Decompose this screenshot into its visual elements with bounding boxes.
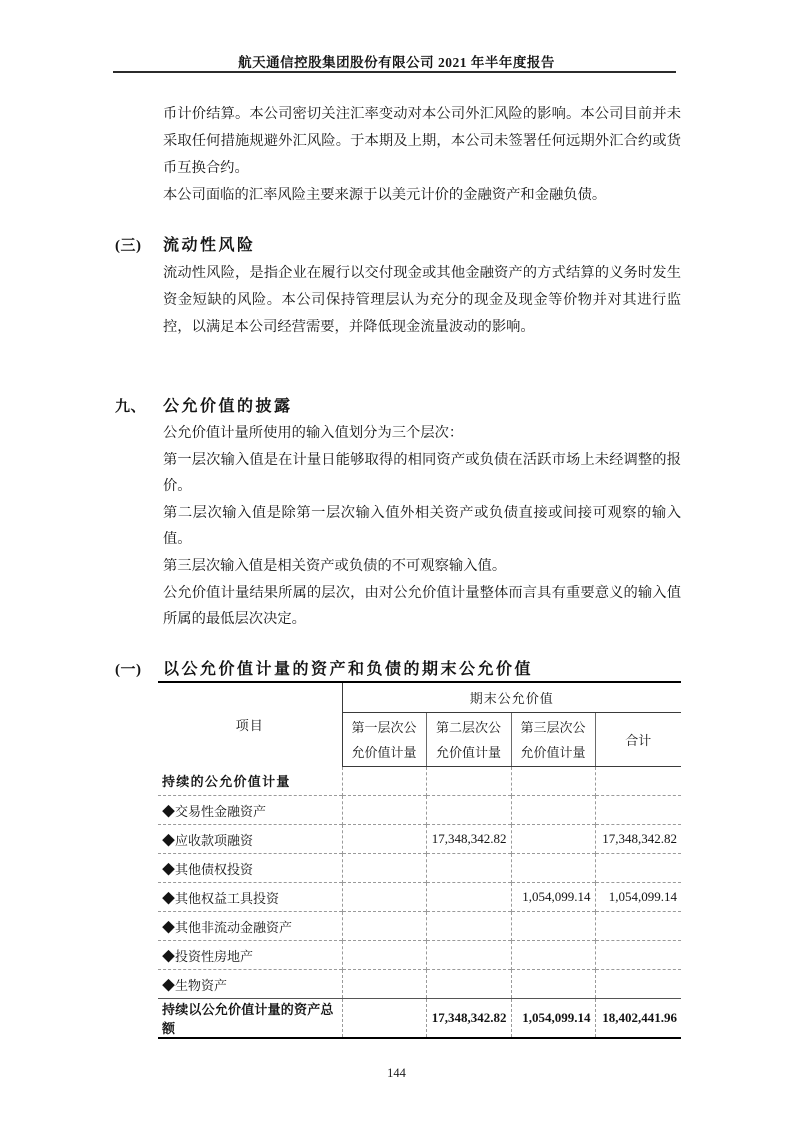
cell-item: 持续的公允价值计量 — [162, 774, 291, 790]
page-number: 144 — [387, 1066, 406, 1080]
column-header-line: 第二层次公 — [435, 719, 501, 735]
table-row — [158, 767, 681, 796]
paragraph-text: 第一层次输入值是在计量日能够取得的相同资产或负债在活跃市场上未经调整的报价。 — [163, 451, 681, 495]
cell-item: ◆交易性金融资产 — [158, 796, 342, 825]
cell-level1 — [342, 825, 426, 854]
cell-level2 — [426, 941, 511, 970]
paragraph-text: 第二层次输入值是除第一层次输入值外相关资产或负债直接或间接可观察的输入值。 — [163, 504, 681, 548]
section-title: 流动性风险 — [163, 237, 256, 254]
paragraph-text: 公允价值计量所使用的输入值划分为三个层次： — [163, 425, 464, 441]
cell-total — [595, 912, 681, 941]
paragraph-fair-value-levels — [163, 420, 681, 633]
cell-level1 — [342, 970, 426, 999]
cell-level2 — [426, 796, 511, 825]
cell-level3 — [511, 912, 595, 941]
column-header-total: 合计 — [595, 713, 681, 767]
cell-level1 — [342, 999, 426, 1039]
cell-item: ◆应收款项融资 — [158, 825, 342, 854]
table-header-row-group — [158, 682, 681, 713]
cell-level1 — [342, 883, 426, 912]
cell-total: 18,402,441.96 — [595, 999, 681, 1039]
paragraph-text: 公允价值计量结果所属的层次，由对公允价值计量整体而言具有重要意义的输入值所属的最低层次决定。 — [163, 584, 681, 628]
section-title: 公允价值的披露 — [163, 398, 293, 415]
section-label: 九、 — [115, 399, 147, 415]
cell-item: ◆其他非流动金融资产 — [158, 912, 342, 941]
paragraph-text: 币计价结算。本公司密切关注汇率变动对本公司外汇风险的影响。本公司目前并未采取任何措施规避外汇风险。于本期及上期，本公司未签署任何远期外汇合约或货币互换合约。 — [163, 106, 681, 176]
section-label: (三) — [115, 238, 142, 254]
cell-level3 — [511, 970, 595, 999]
cell-item: 持续以公允价值计量的资产总额 — [158, 999, 342, 1039]
cell-level3 — [511, 825, 595, 854]
paragraph-text: 流动性风险，是指企业在履行以交付现金或其他金融资产的方式结算的义务时发生资金短缺的风险。本公司保持管理层认为充分的现金及现金等价物并对其进行监控，以满足本公司经营需要，并降低现金流量波动的影响。 — [163, 265, 681, 335]
section-heading-fair-value-disclosure — [115, 393, 293, 416]
cell-level2 — [426, 970, 511, 999]
cell-level1 — [342, 912, 426, 941]
column-header-item: 项目 — [158, 682, 342, 767]
cell-level1 — [342, 854, 426, 883]
cell-level1 — [342, 767, 426, 796]
section-label: (一) — [115, 662, 142, 678]
table-row — [158, 883, 681, 912]
column-header-line: 第一层次公 — [351, 719, 417, 735]
column-header-line: 允价值计量 — [351, 744, 417, 760]
cell-total — [595, 941, 681, 970]
column-header-level1 — [342, 713, 426, 767]
paragraph-currency-risk — [163, 101, 681, 209]
header-divider — [113, 71, 676, 73]
table-row — [158, 912, 681, 941]
table-row — [158, 970, 681, 999]
cell-level2: 17,348,342.82 — [426, 999, 511, 1039]
cell-total — [595, 970, 681, 999]
cell-level2 — [426, 883, 511, 912]
cell-item: ◆投资性房地产 — [158, 941, 342, 970]
cell-level1 — [342, 941, 426, 970]
report-header-title: 航天通信控股集团股份有限公司 2021 年半年度报告 — [238, 55, 555, 70]
column-header-line: 允价值计量 — [520, 744, 586, 760]
table-row — [158, 941, 681, 970]
cell-total — [595, 854, 681, 883]
cell-level3: 1,054,099.14 — [511, 999, 595, 1039]
cell-level3 — [511, 854, 595, 883]
column-header-level3 — [511, 713, 595, 767]
table-row — [158, 825, 681, 854]
fair-value-table — [158, 681, 681, 1039]
cell-level3: 1,054,099.14 — [511, 883, 595, 912]
cell-level2 — [426, 854, 511, 883]
cell-level2 — [426, 912, 511, 941]
section-heading-fair-value-table — [115, 656, 533, 679]
cell-item: ◆其他权益工具投资 — [158, 883, 342, 912]
column-header-level2 — [426, 713, 511, 767]
cell-total: 1,054,099.14 — [595, 883, 681, 912]
column-header-line: 第三层次公 — [520, 719, 586, 735]
cell-item: ◆生物资产 — [158, 970, 342, 999]
table-row-total — [158, 999, 681, 1039]
section-heading-liquidity-risk — [115, 232, 256, 255]
cell-level2: 17,348,342.82 — [426, 825, 511, 854]
table-row — [158, 796, 681, 825]
paragraph-liquidity-risk — [163, 260, 681, 341]
section-title: 以公允价值计量的资产和负债的期末公允价值 — [163, 661, 534, 678]
cell-level3 — [511, 796, 595, 825]
column-header-line: 允价值计量 — [435, 744, 501, 760]
paragraph-text: 本公司面临的汇率风险主要来源于以美元计价的金融资产和金融负债。 — [163, 187, 607, 203]
cell-level3 — [511, 767, 595, 796]
cell-total — [595, 796, 681, 825]
cell-total: 17,348,342.82 — [595, 825, 681, 854]
cell-item: ◆其他债权投资 — [158, 854, 342, 883]
cell-level2 — [426, 767, 511, 796]
cell-total — [595, 767, 681, 796]
cell-level1 — [342, 796, 426, 825]
column-header-period-end-fair-value: 期末公允价值 — [342, 682, 681, 713]
paragraph-text: 第三层次输入值是相关资产或负债的不可观察输入值。 — [163, 557, 507, 574]
cell-level3 — [511, 941, 595, 970]
table-row — [158, 854, 681, 883]
